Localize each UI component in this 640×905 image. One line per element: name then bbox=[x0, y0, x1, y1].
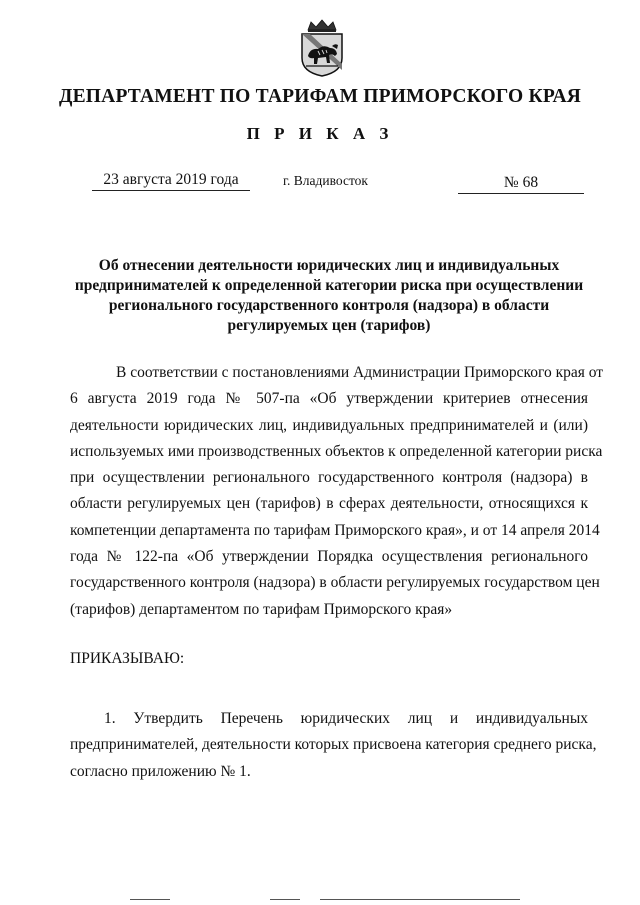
preamble-line: компетенции департамента по тарифам Приморского края», и от 14 апреля 2014 bbox=[70, 521, 600, 539]
preamble-line: деятельности юридических лиц, индивидуальных предпринимателей и (или) bbox=[70, 416, 588, 434]
order-city: г. Владивосток bbox=[283, 173, 368, 188]
primorsky-krai-coat-of-arms-icon bbox=[296, 18, 348, 78]
preamble-line: В соответствии с постановлениями Администрации Приморского края от bbox=[116, 364, 604, 381]
subject-line: регионального государственного контроля (надзора) в области bbox=[108, 297, 550, 314]
preamble-line: года № 122-па «Об утверждении Порядка осуществления регионального bbox=[70, 548, 588, 566]
date-underline bbox=[92, 190, 250, 191]
preamble-line: (тарифов) департаментом по тарифам Приморского края» bbox=[70, 600, 453, 618]
department-title: ДЕПАРТАМЕНТ ПО ТАРИФАМ ПРИМОРСКОГО КРАЯ bbox=[58, 86, 582, 107]
order-number: № 68 bbox=[503, 174, 539, 191]
preamble-line: 6 августа 2019 года № 507-па «Об утверждении критериев отнесения bbox=[70, 390, 588, 408]
subject-line: предпринимателей к определенной категории риска при осуществлении bbox=[74, 277, 584, 294]
subject-line: регулируемых цен (тарифов) bbox=[227, 317, 431, 334]
item-line: согласно приложению № 1. bbox=[70, 762, 251, 780]
preamble-line: используемых ими производственных объектов к определенной категории риска bbox=[70, 442, 603, 460]
subject-line: Об отнесении деятельности юридических лиц и индивидуальных bbox=[98, 257, 560, 274]
order-date: 23 августа 2019 года bbox=[103, 171, 239, 188]
preamble-line: государственного контроля (надзора) в области регулируемых государством цен bbox=[70, 574, 600, 592]
preamble-line: при осуществлении регионального государственного контроля (надзора) в bbox=[70, 469, 588, 487]
preamble-line: области регулируемых цен (тарифов) в сферах деятельности, относящихся к bbox=[70, 495, 588, 513]
scan-artifact-line bbox=[320, 899, 520, 900]
order-subject bbox=[70, 256, 588, 336]
scan-artifact-line bbox=[130, 899, 170, 900]
item-line: предпринимателей, деятельности которых присвоена категория среднего риска, bbox=[70, 736, 597, 754]
scan-artifact-line bbox=[270, 899, 300, 900]
decree-word: ПРИКАЗЫВАЮ: bbox=[70, 650, 185, 667]
preamble-paragraph bbox=[70, 360, 604, 623]
order-item-1 bbox=[70, 706, 597, 785]
document-type-heading: П Р И К А З bbox=[246, 124, 394, 143]
number-underline bbox=[458, 193, 584, 194]
item-line: 1. Утвердить Перечень юридических лиц и индивидуальных bbox=[104, 710, 588, 727]
